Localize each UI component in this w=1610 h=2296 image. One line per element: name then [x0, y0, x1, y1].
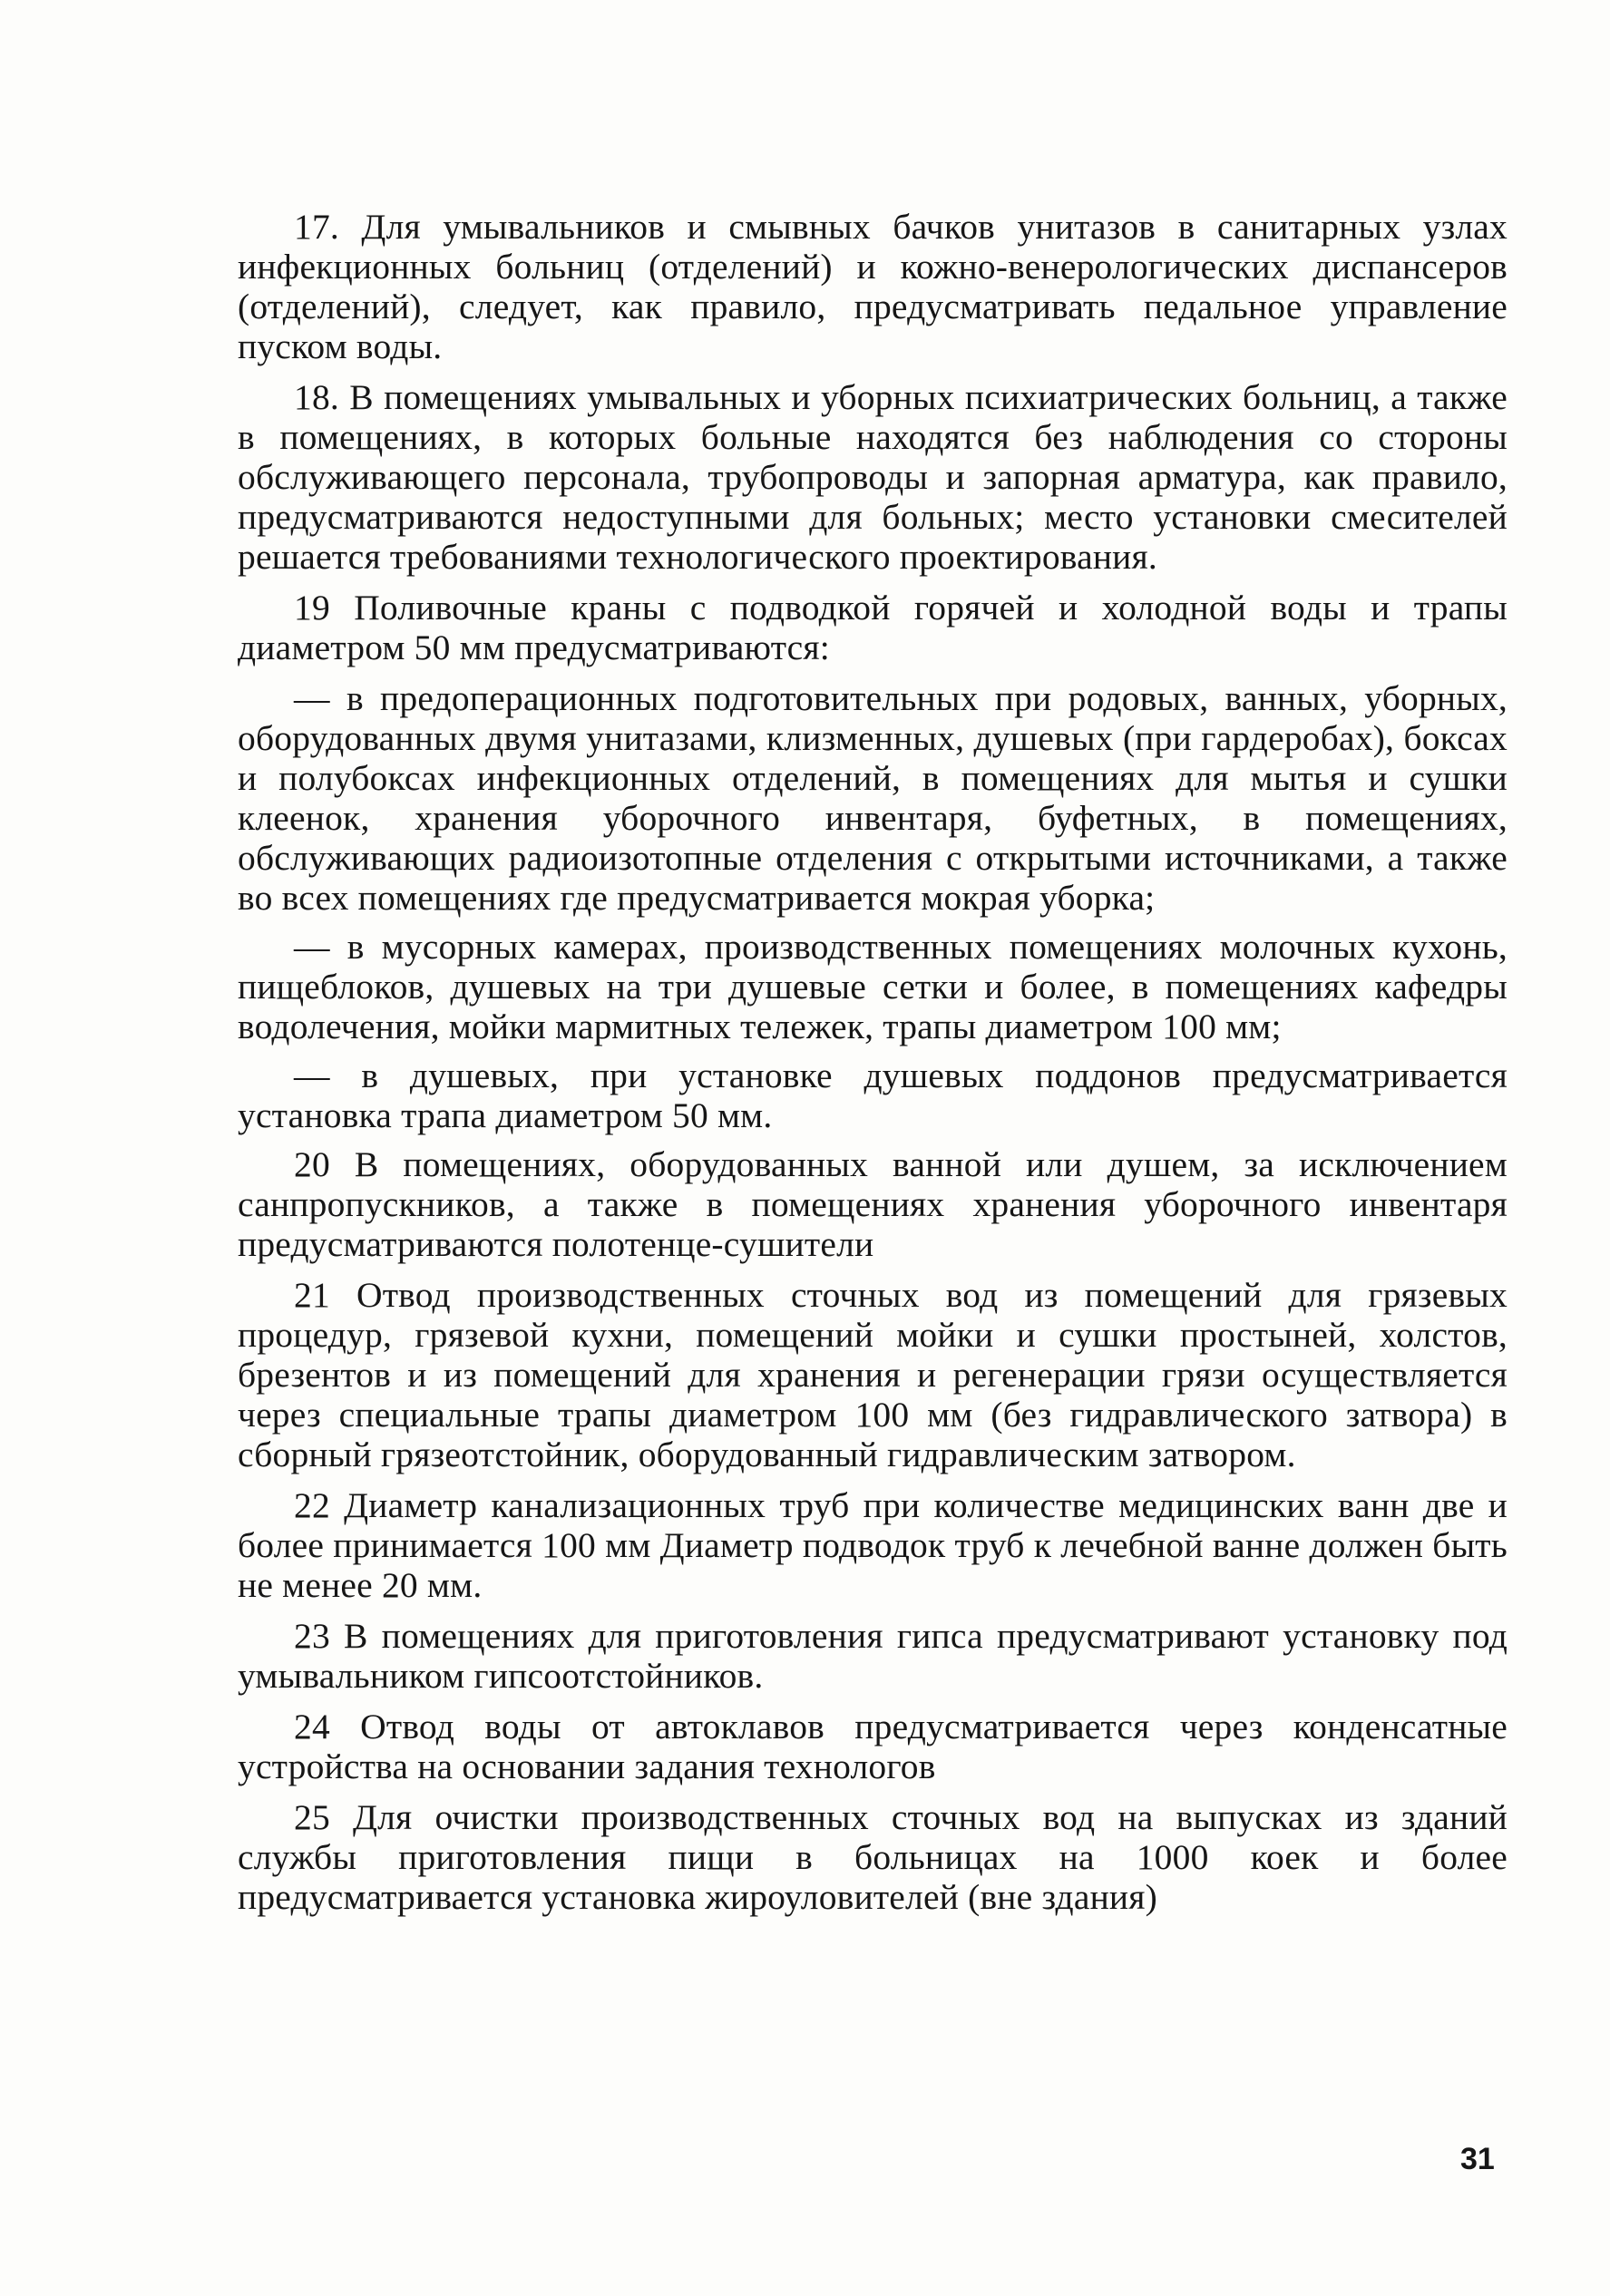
paragraph-19-item-3: — в душевых, при установке душевых поддонов предусматривается установка трапа диаметром 50 мм.	[238, 1056, 1508, 1135]
paragraph-25: 25 Для очистки производственных сточных вод на выпусках из зданий службы приготовления пищи в больницах на 1000 коек и более предусматривается установка жироуловителей (вне здания)	[238, 1797, 1508, 1917]
paragraph-19: 19 Поливочные краны с подводкой горячей и холодной воды и трапы диаметром 50 мм предусматриваются:	[238, 588, 1508, 667]
paragraph-24: 24 Отвод воды от автоклавов предусматривается через конденсатные устройства на основании задания технологов	[238, 1707, 1508, 1786]
paragraph-19-item-2: — в мусорных камерах, производственных помещениях молочных кухонь, пищеблоков, душевых на три душевые сетки и более, в помещениях кафедры водолечения, мойки мармитных тележек, трапы диаметром 100 мм;	[238, 927, 1508, 1046]
paragraph-21: 21 Отвод производственных сточных вод из помещений для грязевых процедур, грязевой кухни, помещений мойки и сушки простыней, холстов, брезентов и из помещений для хранения и регенерации грязи осуществляется через специальные трапы диаметром 100 мм (без гидравлического затвора) в сборный грязеотстойник, оборудованный гидравлическим затвором.	[238, 1275, 1508, 1474]
paragraph-19-item-1: — в предоперационных подготовительных при родовых, ванных, уборных, оборудованных двумя унитазами, клизменных, душевых (при гардеробах), боксах и полубоксах инфекционных отделений, в помещениях для мытья и сушки клеенок, хранения уборочного инвентаря, буфетных, в помещениях, обслуживающих радиоизотопные отделения с открытыми источниками, а также во всех помещениях где предусматривается мокрая уборка;	[238, 678, 1508, 918]
paragraph-20: 20 В помещениях, оборудованных ванной или душем, за исключением санпропускников, а также в помещениях хранения уборочного инвентаря предусматриваются полотенце-сушители	[238, 1144, 1508, 1264]
document-body	[238, 207, 1508, 1928]
page-number: 31	[1460, 2142, 1495, 2176]
paragraph-22: 22 Диаметр канализационных труб при количестве медицинских ванн две и более принимается 100 мм Диаметр подводок труб к лечебной ванне должен быть не менее 20 мм.	[238, 1485, 1508, 1605]
paragraph-23: 23 В помещениях для приготовления гипса предусматривают установку под умывальником гипсоотстойников.	[238, 1616, 1508, 1696]
paragraph-17: 17. Для умывальников и смывных бачков унитазов в санитарных узлах инфекционных больниц (отделений) и кожно-венерологических диспансеров (отделений), следует, как правило, предусматривать педальное управление пуском воды.	[238, 207, 1508, 366]
paragraph-18: 18. В помещениях умывальных и уборных психиатрических больниц, а также в помещениях, в которых больные находятся без наблюдения со стороны обслуживающего персонала, трубопроводы и запорная арматура, как правило, предусматриваются недоступными для больных; место установки смесителей решается требованиями технологического проектирования.	[238, 377, 1508, 577]
